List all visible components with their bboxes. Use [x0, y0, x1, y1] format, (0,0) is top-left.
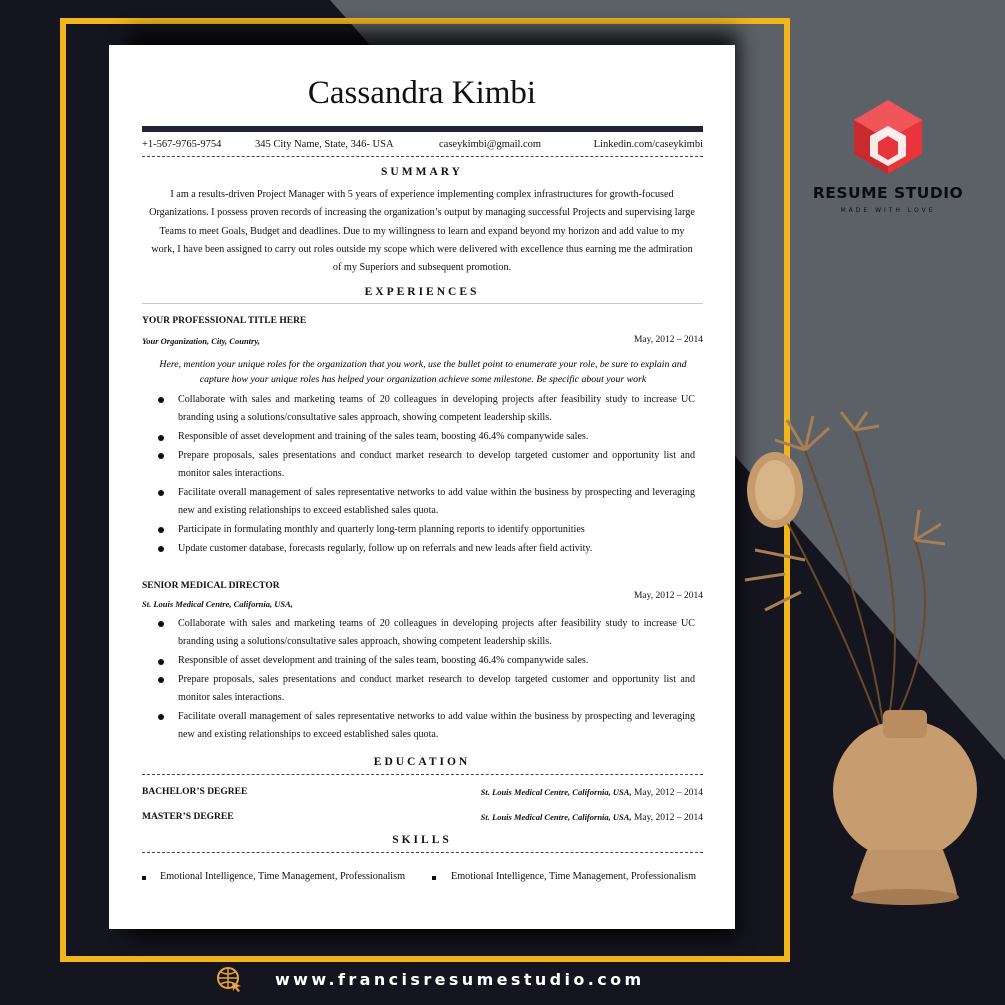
job-bullet: Prepare proposals, sales presentations and conduct market research to develop targeted customer and opportunity list and monitor sales interactions.	[178, 674, 695, 704]
job-date: May, 2012 – 2014	[633, 335, 703, 345]
skills-heading: SKILLS	[392, 834, 452, 846]
job-bullet: Update customer database, forecasts regularly, follow up on referrals and new leads after field activity.	[178, 543, 593, 554]
education-heading: EDUCATION	[373, 756, 471, 768]
divider	[142, 156, 703, 157]
contact-email: caseykimbi@gmail.com	[439, 139, 542, 150]
skill-item: Emotional Intelligence, Time Management, Professionalism	[160, 871, 406, 882]
bullet-dot	[158, 453, 164, 459]
education-degree: MASTER’S DEGREE	[142, 812, 234, 822]
header-bar	[142, 126, 703, 132]
brand-tagline: MADE WITH LOVE	[840, 207, 936, 214]
divider	[142, 852, 703, 853]
job-title: YOUR PROFESSIONAL TITLE HERE	[142, 316, 307, 326]
bullet-square	[142, 876, 146, 880]
globe-cursor-icon	[216, 966, 244, 994]
job-bullet: Responsible of asset development and training of the sales team, boosting 46.4% companywide sales.	[178, 431, 589, 442]
job-bullet: Collaborate with sales and marketing teams of 20 colleagues in developing projects after feasibility study to increase UC branding using a solutions/consultative sales approach, showing competent leadership skills.	[178, 618, 695, 648]
bullet-dot	[158, 677, 164, 683]
education-date: May, 2012 – 2014	[631, 788, 703, 798]
bullet-dot	[158, 621, 164, 627]
bullet-dot	[158, 397, 164, 403]
bullet-dot	[158, 527, 164, 533]
skill-item: Emotional Intelligence, Time Management, Professionalism	[451, 871, 697, 882]
bullet-dot	[158, 546, 164, 552]
bullet-dot	[158, 435, 164, 441]
job-bullet: Participate in formulating monthly and quarterly long-term planning reports to identify opportunities	[178, 524, 585, 535]
education-school: St. Louis Medical Centre, California, USA,	[480, 812, 632, 822]
education-school-date	[481, 787, 703, 798]
education-degree: BACHELOR’S DEGREE	[142, 787, 248, 797]
contact-address: 345 City Name, State, 346- USA	[255, 139, 394, 150]
brand-name: RESUME STUDIO	[812, 184, 964, 202]
summary-text: I am a results-driven Project Manager with 5 years of experience implementing complex infrastructures for growth-focused Organizations. I possess proven records of increasing the organization’s output by managing successful Projects and supervising large Teams to meet Goals, Budget and deadlines. Due to my willingness to learn and expand beyond my horizon and add value to my work, I have been assigned to carry out roles outside my scope which were delivered with excellence thus earning me the admiration of my Superiors and subsequent promotion.	[149, 189, 695, 274]
job-title: SENIOR MEDICAL DIRECTOR	[142, 581, 280, 591]
education-date: May, 2012 – 2014	[631, 813, 703, 823]
divider	[142, 303, 703, 304]
job-bullet: Facilitate overall management of sales representative networks to add value within the business by prospecting and leveraging new and existing relationships to exceed established sales quota.	[178, 487, 695, 517]
job-organization: Your Organization, City, Country,	[142, 336, 260, 346]
job-bullet: Prepare proposals, sales presentations and conduct market research to develop targeted customer and opportunity list and monitor sales interactions.	[178, 450, 695, 480]
website-link[interactable]: www.francisresumestudio.com	[275, 970, 645, 989]
job-bullet: Facilitate overall management of sales representative networks to add value within the business by prospecting and leveraging new and existing relationships to exceed established sales quota.	[178, 711, 695, 741]
job-bullet: Responsible of asset development and training of the sales team, boosting 46.4% companywide sales.	[178, 655, 589, 666]
contact-phone: +1-567-9765-9754	[142, 139, 222, 150]
job-date: May, 2012 – 2014	[633, 591, 703, 601]
resume-page	[109, 45, 735, 929]
job-organization: St. Louis Medical Centre, California, USA,	[142, 599, 293, 609]
education-school: St. Louis Medical Centre, California, USA,	[480, 787, 632, 797]
education-school-date	[481, 812, 703, 823]
resume-name: Cassandra Kimbi	[307, 75, 537, 111]
divider	[142, 774, 703, 775]
summary-heading: SUMMARY	[381, 166, 463, 178]
bullet-dot	[158, 714, 164, 720]
bullet-dot	[158, 490, 164, 496]
job-bullet: Collaborate with sales and marketing teams of 20 colleagues in developing projects after feasibility study to increase UC branding using a solutions/consultative sales approach, showing competent leadership skills.	[178, 394, 695, 424]
bullet-square	[432, 876, 436, 880]
experiences-heading: EXPERIENCES	[364, 286, 480, 298]
vase-decoration	[735, 410, 1005, 910]
contact-linkedin: Linkedin.com/caseykimbi	[593, 139, 703, 150]
job-intro: Here, mention your unique roles for the organization that you work, use the bullet point to enumerate your role, be sure to explain and capture how your unique roles has helped your organization achieve some milestone. Be specific about your work	[159, 359, 687, 385]
bullet-dot	[158, 659, 164, 665]
